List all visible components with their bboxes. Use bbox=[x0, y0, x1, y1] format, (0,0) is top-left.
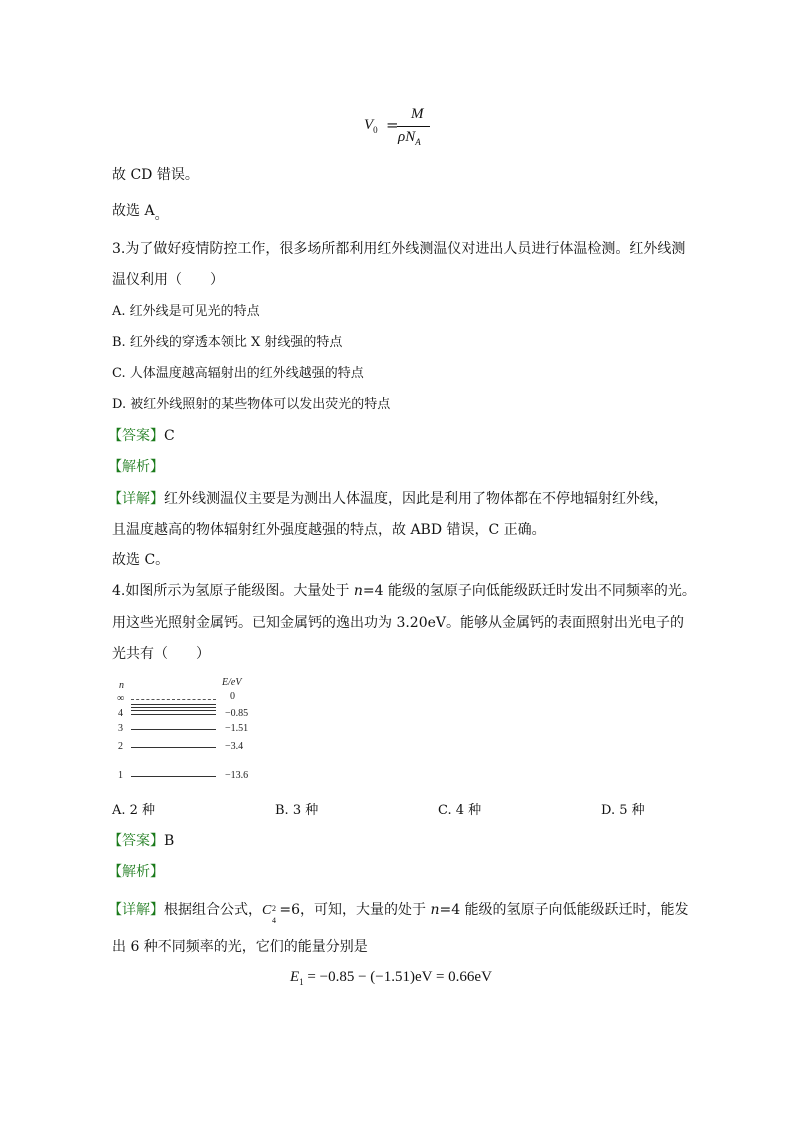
formula-v0-lhs: $V_0$ bbox=[364, 117, 378, 135]
level-2-n: 2 bbox=[118, 741, 123, 752]
q4-analysis-tag: 【解析】 bbox=[108, 864, 164, 880]
q4-detail-line1: 【详解】根据组合公式，C 2 4 =6，可知，大量的处于 n=4 能级的氢原子向低能级跃迁时，能发 bbox=[108, 902, 689, 925]
q3-stem-line2: 温仪利用（ ） bbox=[112, 272, 224, 288]
q3-option-d: D. 被红外线照射的某些物体可以发出荧光的特点 bbox=[112, 397, 391, 412]
paragraph-cd-wrong: 故 CD 错误。 bbox=[112, 167, 199, 183]
q4-detail-line2: 出 6 种不同频率的光，它们的能量分别是 bbox=[112, 939, 368, 955]
q3-option-b: B. 红外线的穿透本领比 X 射线强的特点 bbox=[112, 335, 343, 350]
q3-stem-line1: 3.为了做好疫情防控工作，很多场所都利用红外线测温仪对进出人员进行体温检测。红外线测 bbox=[112, 241, 686, 257]
level-inf-line bbox=[131, 699, 216, 700]
level-1-n: 1 bbox=[118, 770, 123, 781]
level-high-line-2 bbox=[131, 707, 216, 708]
combination-formula: C 2 4 bbox=[262, 903, 276, 925]
level-4-n: 4 bbox=[118, 708, 123, 719]
formula-v0-num: M bbox=[411, 106, 424, 122]
level-4-e: −0.85 bbox=[225, 708, 249, 719]
level-high-line-3 bbox=[131, 710, 216, 711]
q4-stem-line3: 光共有（ ） bbox=[112, 646, 210, 662]
formula-v0-fraction-bar bbox=[397, 126, 430, 127]
level-inf-n: ∞ bbox=[117, 693, 125, 704]
level-2-line bbox=[131, 747, 216, 748]
level-1-e: −13.6 bbox=[225, 770, 249, 781]
q3-option-c: C. 人体温度越高辐射出的红外线越强的特点 bbox=[112, 366, 364, 381]
q4-answer: 【答案】B bbox=[108, 833, 175, 849]
level-3-line bbox=[131, 729, 216, 730]
level-3-n: 3 bbox=[118, 723, 123, 734]
formula-v0-eq: = bbox=[386, 116, 399, 134]
q4-option-d: D. 5 种 bbox=[601, 803, 645, 818]
equation-e1: $E_1 = -0.85 - (-1.51)eV = 0.66eV$ bbox=[290, 969, 492, 987]
q3-detail-line1: 【详解】红外线测温仪主要是为测出人体温度，因此是利用了物体都在不停地辐射红外线， bbox=[108, 491, 668, 507]
q3-option-a: A. 红外线是可见光的特点 bbox=[112, 304, 260, 319]
level-1-line bbox=[131, 776, 216, 777]
level-4-line bbox=[131, 714, 216, 715]
diagram-e-label: E/eV bbox=[222, 677, 242, 688]
q3-answer: 【答案】C bbox=[108, 428, 175, 444]
q4-option-a: A. 2 种 bbox=[112, 803, 156, 818]
level-high-line-1 bbox=[131, 704, 216, 705]
paragraph-choose-a: 故选 A。 bbox=[112, 203, 169, 223]
level-inf-e: 0 bbox=[230, 691, 235, 702]
q3-conclusion: 故选 C。 bbox=[112, 552, 170, 568]
formula-v0-den: $\rho N_A$ bbox=[398, 129, 421, 147]
level-3-e: −1.51 bbox=[225, 723, 249, 734]
q4-stem-line1: 4.如图所示为氢原子能级图。大量处于 n=4 能级的氢原子向低能级跃迁时发出不同频率的光。 bbox=[112, 583, 696, 599]
q3-detail-line2: 且温度越高的物体辐射红外强度越强的特点，故 ABD 错误，C 正确。 bbox=[112, 522, 546, 538]
q3-analysis-tag: 【解析】 bbox=[108, 459, 164, 475]
q4-option-c: C. 4 种 bbox=[438, 803, 482, 818]
q4-stem-line2: 用这些光照射金属钙。已知金属钙的逸出功为 3.20eV。能够从金属钙的表面照射出光电子的 bbox=[112, 615, 685, 631]
level-2-e: −3.4 bbox=[225, 741, 244, 752]
diagram-n-label: n bbox=[119, 680, 124, 691]
q4-option-b: B. 3 种 bbox=[275, 803, 319, 818]
